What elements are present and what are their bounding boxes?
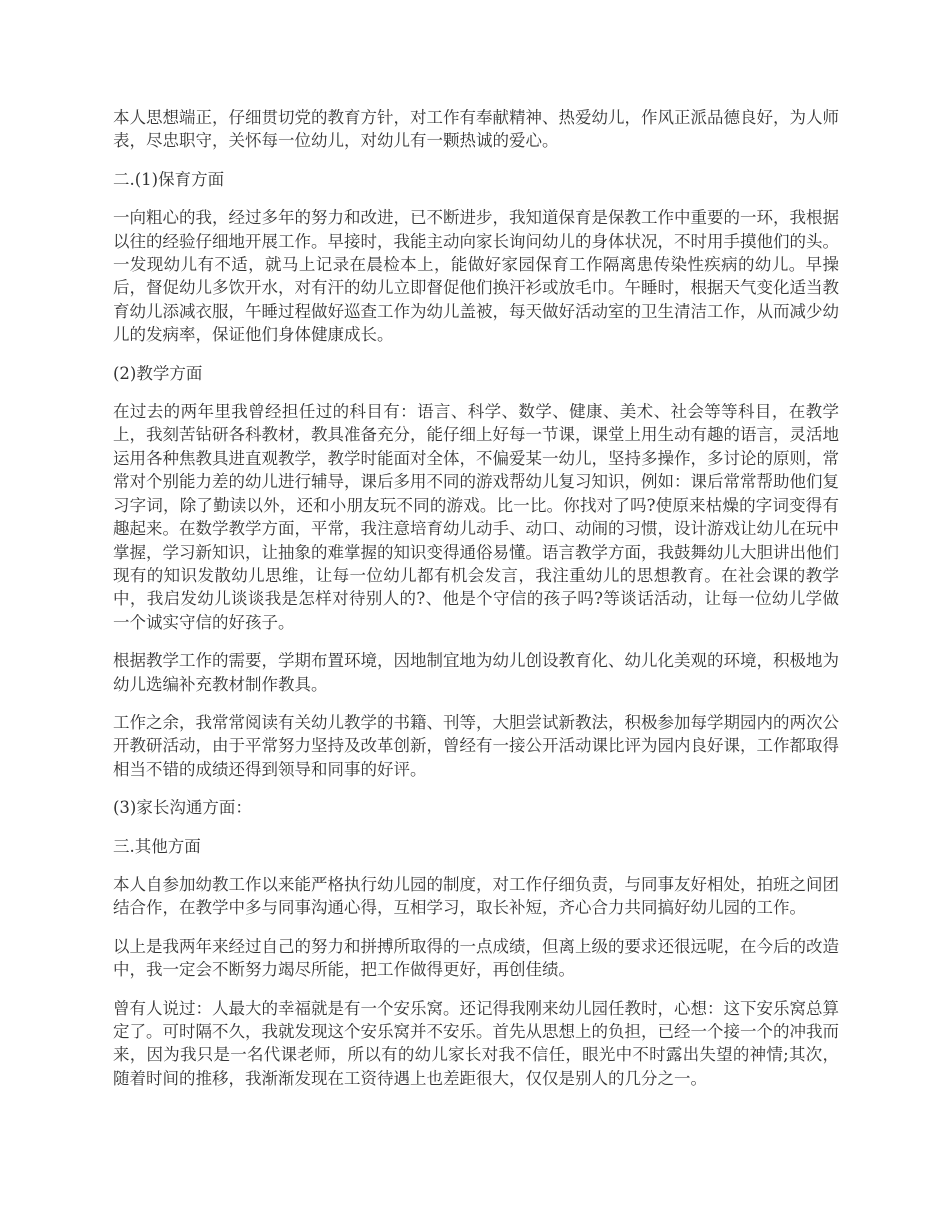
paragraph-teaching: 在过去的两年里我曾经担任过的科目有：语言、科学、数学、健康、美术、社会等等科目，在教学上，我刻苦钻研各科教材，教具准备充分，能仔细上好每一节课，课堂上用生动有趣的语言，灵活地运用各种焦教具进直观教学，教学时能面对全体，不偏爱某一幼儿，坚持多操作，多讨论的原则，常常对个别能力差的幼儿进行辅导，课后多用不同的游戏帮幼儿复习知识，例如：课后常常帮助他们复习字词，除了勤读以外，还和小朋友玩不同的游戏。比一比。你找对了吗?使原来枯燥的字词变得有趣起来。在数学教学方面，平常，我注意培育幼儿动手、动口、动闹的习惯，设计游戏让幼儿在玩中掌握，学习新知识，让抽象的难掌握的知识变得通俗易懂。语言教学方面，我鼓舞幼儿大胆讲出他们现有的知识发散幼儿思维，让每一位幼儿都有机会发言，我注重幼儿的思想教育。在社会课的教学中，我启发幼儿谈谈我是怎样对待别人的?、他是个守信的孩子吗?等谈话活动，让每一位幼儿学做一个诚实守信的好孩子。 [113,402,839,632]
section-heading-parents: (3)家长沟通方面： [113,798,252,818]
paragraph-reflection: 曾有人说过：人最大的幸福就是有一个安乐窝。还记得我刚来幼儿园任教时，心想：这下安乐窝总算定了。可时隔不久，我就发现这个安乐窝并不安乐。首先从思想上的负担，已经一个接一个的冲我而来，因为我只是一名代课老师，所以有的幼儿家长对我不信任，眼光中不时露出失望的神情;其次，随着时间的推移，我渐渐发现在工资待遇上也差距很大，仅仅是别人的几分之一。 [113,998,839,1088]
paragraph-summary: 以上是我两年来经过自己的努力和拼搏所取得的一点成绩，但离上级的要求还很远呢，在今后的改造中，我一定会不断努力竭尽所能，把工作做得更好，再创佳绩。 [113,936,839,980]
paragraph-intro: 本人思想端正，仔细贯切党的教育方针，对工作有奉献精神、热爱幼儿，作风正派品德良好，为人师表，尽忠职守，关怀每一位幼儿，对幼儿有一颗热诚的爱心。 [113,108,839,151]
section-heading-other: 三.其他方面 [113,836,201,856]
paragraph-after-work: 工作之余，我常常阅读有关幼儿教学的书籍、刊等，大胆尝试新教法，积极参加每学期园内的两次公开教研活动，由于平常努力坚持及改革创新，曾经有一接公开活动课比评为园内良好课，工作都取得相当不错的成绩还得到领导和同事的好评。 [113,712,839,779]
section-heading-teaching: (2)教学方面 [113,363,203,383]
paragraph-other: 本人自参加幼教工作以来能严格执行幼儿园的制度，对工作仔细负责，与同事友好相处，拍班之间团结合作，在教学中多与同事沟通心得，互相学习，取长补短，齐心合力共同搞好幼儿园的工作。 [113,874,839,918]
paragraph-environment: 根据教学工作的需要，学期布置环境，因地制宜地为幼儿创设教育化、幼儿化美观的环境，积极地为幼儿选编补充教材制作教具。 [113,651,839,694]
paragraph-childcare: 一向粗心的我，经过多年的努力和改进，已不断进步，我知道保育是保教工作中重要的一环，我根据以往的经验仔细地开展工作。早接时，我能主动向家长询问幼儿的身体状况，不时用手摸他们的头。一发现幼儿有不适，就马上记录在晨检本上，能做好家园保育工作隔离患传染性疾病的幼儿。早操后，督促幼儿多饮开水，对有汗的幼儿立即督促他们换汗衫或放毛巾。午睡时，根据天气变化适当教育幼儿添减衣服，午睡过程做好巡查工作为幼儿盖被，每天做好活动室的卫生清洁工作，从而减少幼儿的发病率，保证他们身体健康成长。 [113,208,839,345]
section-heading-childcare: 二.(1)保育方面 [113,169,225,189]
document-body [113,106,839,1105]
